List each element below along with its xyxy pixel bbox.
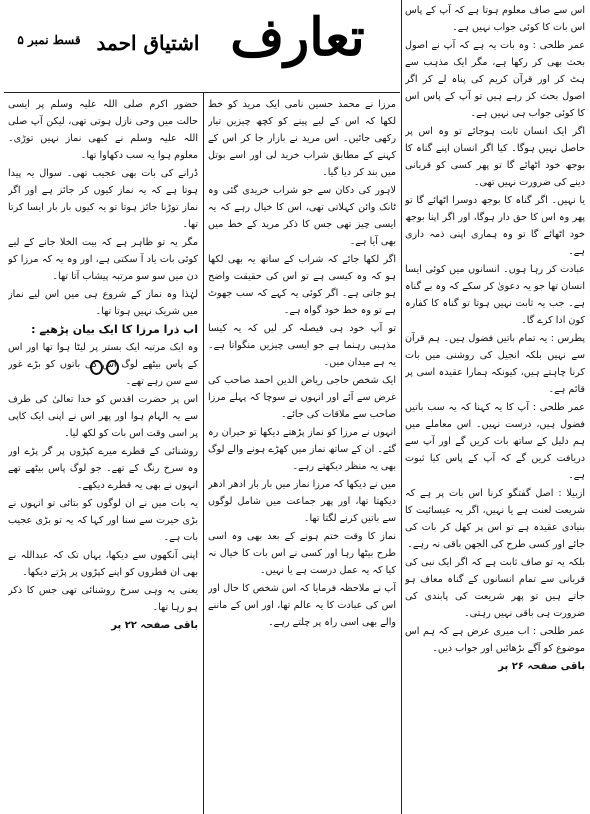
column-rule-left: [203, 92, 204, 814]
paragraph: یعنی یہ وہی سرخ روشنائی تھی جس کا ذکر ہو رہا تھا۔: [8, 585, 198, 613]
separator-circle: [90, 360, 103, 375]
paragraph: آپ نے ملاحظہ فرمایا کہ اس شخص کا حال اور اس کی عبادت کا یہ عالم تھا، اور اس کے ماننے والے بھی اسی راہ پر چلتے رہے۔: [208, 583, 396, 628]
paragraph: مگر یہ تو ظاہر ہے کہ بیت الخلا جانے کے لیے کوئی بات یاد آ سکتی ہے، اور وہ یہ کہ مرزا کو دن میں سو سو مرتبہ پیشاب آتا تھا۔: [8, 237, 198, 282]
continued-note: باقی صفحہ ۲۶ پر: [498, 661, 585, 672]
column-rule-right: [401, 0, 402, 814]
paragraph: لاہور کی دکان سے جو شراب خریدی گئی وہ ٹانک وائن کہلاتی تھی، اس کا خیال رہے کہ یہ ایسی چیز تھی جس کا ذکر مرید کے خط میں بھی آیا ہے۔: [208, 185, 396, 247]
separator-circle: [106, 360, 119, 375]
paragraph: لہٰذا وہ نماز کے شروع ہی میں اس لیے نماز میں شریک نہیں ہوتا تھا۔: [8, 289, 198, 317]
section-intro: اب ذرا مرزا کا ایک بیان پڑھیے :: [31, 323, 198, 336]
paragraph: یہ بات میں نے ان لوگوں کو بتائی تو انہوں نے بڑی حیرت سے سنا اور کہا کہ یہ تو بڑی عجیب بات ہے۔: [8, 498, 198, 543]
author-name: اشتیاق احمد: [96, 31, 200, 55]
continued-note: باقی صفحہ ۲۲ پر: [111, 620, 198, 631]
right-column: [405, 2, 585, 810]
article-title: تعارف: [230, 7, 365, 68]
paragraph: عمر طلحی : اب میری عرض ہے کہ ہم اس موضوع کو آگے بڑھائیں اور جواب دیں۔: [405, 626, 585, 654]
paragraph: بلکہ یہ تو صاف ثابت ہے کہ اگر ایک نبی کی قربانی سے تمام انسانوں کے گناہ معاف ہو جاتے ہیں تو پھر شریعت کی پابندی کی ضرورت ہی باقی نہیں رہتی۔: [405, 557, 585, 619]
paragraph: تو آپ خود ہی فیصلہ کر لیں کہ یہ کیسا مذہبی رہنما ہے جو ایسی چیزیں منگواتا ہے۔ یہ ہے میدان میں۔: [208, 323, 396, 368]
paragraph: انہوں نے مرزا کو نماز پڑھتے دیکھا تو حیران رہ گئے۔ ان کے ساتھ نماز میں کھڑے ہونے والے لوگ بھی یہ منظر دیکھتے رہے۔: [208, 427, 396, 472]
paragraph: پطرس : یہ تمام باتیں فضول ہیں۔ ہم قرآن سے نہیں بلکہ انجیل کی روشنی میں بات کرنا چاہتے ہیں، کیونکہ ہمارا عقیدہ اسی پر قائم ہے۔: [405, 333, 585, 395]
paragraph: نماز کا وقت ختم ہونے کے بعد بھی وہ اسی طرح بیٹھا رہا اور کسی نے اس بات کا خیال نہ کیا کہ یہ عمل درست ہے یا نہیں۔: [208, 531, 396, 576]
paragraph: حضور اکرم صلی اللہ علیہ وسلم پر ایسی حالت میں وحی نازل ہوتی تھی، لیکن آپ صلی اللہ علیہ وسلم نے کبھی نماز نہیں توڑی۔ معلوم ہوا یہ سب دکھاوا تھا۔: [8, 99, 198, 161]
middle-column: [208, 96, 396, 808]
paragraph: وہ ایک مرتبہ ایک بستر پر لیٹا ہوا تھا اور اس کے پاس بیٹھے لوگ اس کی باتوں کو بڑے غور سے سن رہے تھے۔: [8, 342, 198, 387]
paragraph: مرزا نے محمد حسین نامی ایک مرید کو خط لکھا کہ اس کے لیے پینے کو کچھ چیزیں تیار رکھی جائیں۔ اس مرید نے بازار جا کر اس کے کہنے کے مطابق شراب خرید لی اور اسے بوتل میں بند کر دیا گیا۔: [208, 99, 396, 178]
paragraph: عبادت کر رہا ہوں۔ انسانوں میں کوئی ایسا انسان تھا جو یہ دعویٰ کر سکے کہ وہ بے گناہ ہے۔ جب یہ ثابت نہیں ہوتا تو گناہ کا کفارہ کون ادا کرے گا۔: [405, 264, 585, 326]
paragraph: ڈرانے کی بات بھی عجیب تھی۔ سوال یہ پیدا ہوتا ہے کہ یہ نماز کیوں کر جائز ہے اور اگر نماز توڑنا جائز ہوتا تو یہ کیوں بار بار ایسا کرتا تھا۔: [8, 168, 198, 230]
paragraph: میں نے دیکھا کہ مرزا نماز میں بار بار ادھر ادھر دیکھتا تھا، اور پھر جماعت میں شامل لوگوں سے باتیں کرنے لگتا تھا۔: [208, 479, 396, 524]
paragraph: ایک شخص حاجی ریاض الدین احمد صاحب کی غرض سے آئے اور انہوں نے سوچا کہ پہلے مرزا صاحب سے ملاقات کی جائے۔: [208, 375, 396, 420]
paragraph: اس سے صاف معلوم ہوتا ہے کہ آپ کے پاس اس بات کا کوئی جواب نہیں ہے۔: [405, 5, 585, 33]
paragraph: روشنائی کے قطرے میرے کپڑوں پر گر پڑے اور وہ سرخ رنگ کے تھے۔ جو لوگ پاس بیٹھے تھے انہوں نے بھی یہ قطرے دیکھے۔: [8, 446, 198, 491]
header-rule: [4, 92, 400, 93]
paragraph: اس پر حضرت اقدس کو خدا تعالیٰ کی طرف سے یہ الہام ہوا اور پھر اس نے اپنی ایک کاپی پر اسی وقت اس بات کو لکھ لیا۔: [8, 394, 198, 439]
paragraph: اگر ایک انسان ثابت ہوجائے تو وہ اس پر حاصل نہیں ہوگا۔ کیا اگر انسان اپنے گناہ کا بوجھ خود اٹھائے گا تو پھر کسی کو قربانی دینے کی ضرورت نہیں تھی۔: [405, 126, 585, 188]
paragraph: یا نہیں۔ اگر گناہ کا بوجھ دوسرا اٹھائے گا تو پھر وہ اس کا حق دار ہوگا، اور اگر اپنا بوجھ خود اٹھائے گا تو وہ ہماری اپنی ذمہ داری ہے۔: [405, 195, 585, 257]
left-column: [8, 96, 198, 808]
installment-label: قسط نمبر ۵: [17, 33, 81, 47]
paragraph: عمر طلحی : آپ کا یہ کہنا کہ یہ سب باتیں فضول ہیں، درست نہیں۔ اس معاملے میں ہم دلیل کے ساتھ بات کریں گے اور آپ سے دریافت کریں گے کہ آپ کے پاس کیا ثبوت ہے۔: [405, 402, 585, 481]
paragraph: اگر لکھا جائے کہ شراب کے ساتھ یہ بھی لکھا ہو کہ وہ کیسی ہے تو اس کی حقیقت واضح ہو جاتی ہے۔ اگر کوئی یہ کہے کہ سب جھوٹ ہے تو وہ خط خود گواہ ہے۔: [208, 254, 396, 316]
paragraph: اپنی آنکھوں سے دیکھا، یہاں تک کہ عبداللہ نے بھی ان قطروں کو اپنے کپڑوں پر پڑتے دیکھا۔: [8, 550, 198, 578]
paragraph: عمر طلحی : وہ بات یہ ہے کہ آپ نے اصول بحث بھی کر رکھا ہے، مگر ایک مذہب سے ہٹ کر اور قرآن کریم کی پناہ لے کر اگر اصول بحث کر رہے ہیں تو آپ کے پاس اس کا کوئی جواب ہی نہیں ہے۔: [405, 40, 585, 119]
paragraph: ازبیلا : اصل گفتگو کرنا اس بات پر ہے کہ شریعت لعنت ہے یا نہیں، اگر یہ عیسائیت کا بنیادی عقیدہ ہے تو اس پر کھل کر بات کی جائے اور کسی طرح کی الجھن باقی نہ رہے۔: [405, 488, 585, 550]
